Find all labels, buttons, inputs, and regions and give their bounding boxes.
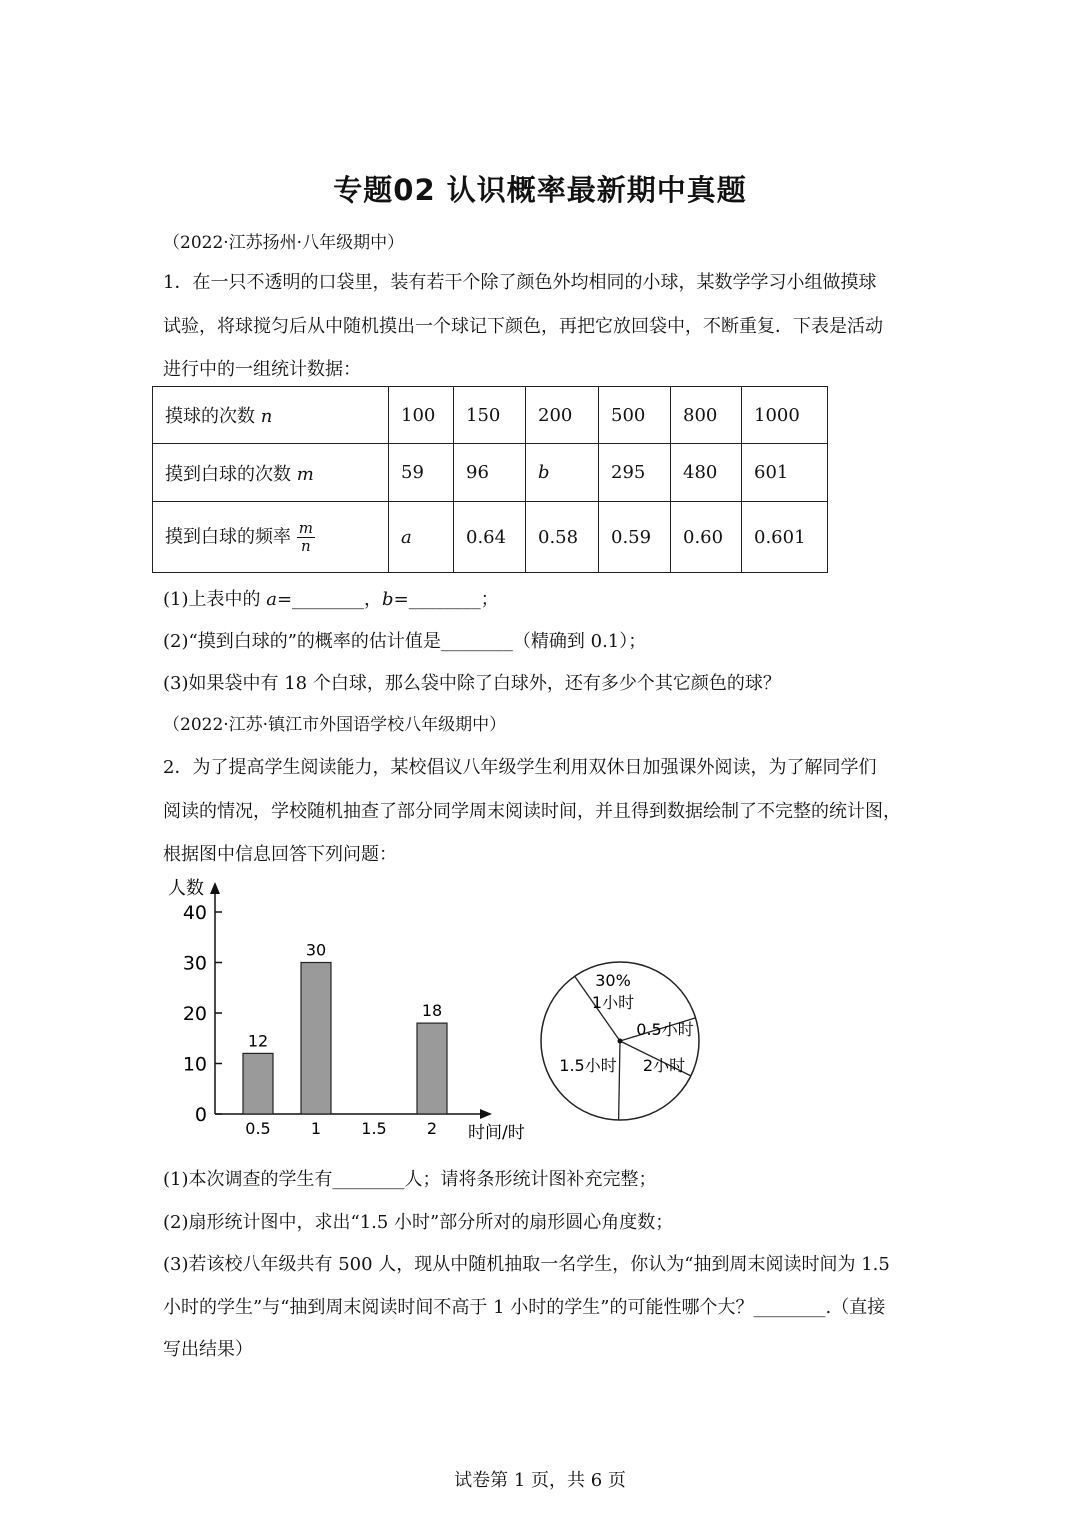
table-cell: 0.64 [454, 502, 526, 573]
y-axis-label: 人数 [168, 878, 204, 899]
q2-sub3-line: 小时的学生”与“抽到周末阅读时间不高于 1 小时的学生”的可能性哪个大？________.（直接 [163, 1297, 886, 1318]
table-cell: 480 [671, 444, 742, 502]
table-cell: 1000 [742, 387, 828, 444]
table-cell: 0.59 [599, 502, 671, 573]
table-cell: 100 [389, 387, 454, 444]
q1-sub3: (3)如果袋中有 18 个白球，那么袋中除了白球外，还有多少个其它颜色的球？ [163, 673, 781, 694]
bar-value-label: 30 [305, 940, 327, 960]
table-cell: 0.60 [671, 502, 742, 573]
y-axis-arrow [210, 882, 220, 894]
bar [417, 1023, 447, 1114]
row-header: 摸球的次数 n [153, 387, 389, 444]
slice-label: 1.5小时 [559, 1056, 617, 1075]
table-row [153, 444, 828, 502]
x-axis-arrow [480, 1109, 492, 1119]
fraction: $\frac{m}{n}$ [298, 518, 313, 555]
y-tick-label: 40 [182, 902, 207, 924]
slice-percent-label: 30% [595, 971, 631, 990]
q2-sub2: (2)扇形统计图中，求出“1.5 小时”部分所对的扇形圆心角度数； [163, 1212, 674, 1233]
pie-chart [530, 952, 710, 1132]
y-tick-label: 30 [182, 952, 207, 975]
table-cell: 96 [454, 444, 526, 502]
y-tick-label: 0 [194, 1104, 207, 1126]
table-cell: b [526, 444, 599, 502]
x-axis-label: 时间/时 [468, 1123, 525, 1140]
slice-label: 1小时 [591, 993, 635, 1012]
q2-sub1: (1)本次调查的学生有________人；请将条形统计图补充完整； [163, 1169, 657, 1190]
table-cell: 500 [599, 387, 671, 444]
table-cell: 200 [526, 387, 599, 444]
table-cell: 800 [671, 387, 742, 444]
bar-value-label: 12 [247, 1031, 269, 1051]
table-cell: 0.58 [526, 502, 599, 573]
page-title: 专题02 认识概率最新期中真题 [333, 173, 747, 207]
q2-sub3-line: 写出结果） [163, 1339, 253, 1360]
table-cell: 0.601 [742, 502, 828, 573]
q1-sub1: (1)上表中的 a=________，b=________； [163, 589, 499, 610]
q1-stem-line: 1．在一只不透明的口袋里，装有若干个除了颜色外均相同的小球，某数学学习小组做摸球 [163, 272, 877, 293]
q2-stem-line: 阅读的情况，学校随机抽查了部分同学周末阅读时间，并且得到数据绘制了不完整的统计图， [163, 801, 901, 822]
table-cell: 150 [454, 387, 526, 444]
table-cell: a [389, 502, 454, 573]
q2-sub3-line: (3)若该校八年级共有 500 人，现从中随机抽取一名学生，你认为“抽到周末阅读时间为 1.5 [163, 1254, 890, 1275]
q1-stem-line: 进行中的一组统计数据： [163, 359, 361, 380]
q2-source: （2022·江苏·镇江市外国语学校八年级期中） [163, 715, 507, 735]
table-cell: 601 [742, 444, 828, 502]
bar [243, 1053, 273, 1114]
x-tick-label: 2 [426, 1119, 438, 1138]
bar-chart [150, 870, 550, 1140]
slice-label: 2小时 [642, 1056, 686, 1075]
q2-stem-line: 根据图中信息回答下列问题： [163, 844, 397, 865]
table-row [153, 502, 828, 573]
x-tick-label: 1 [310, 1119, 322, 1138]
q1-sub2: (2)“摸到白球的”的概率的估计值是________（精确到 0.1）； [163, 631, 647, 652]
x-tick-label: 1.5 [361, 1119, 387, 1138]
x-tick-label: 0.5 [245, 1119, 271, 1138]
y-tick-label: 20 [182, 1003, 207, 1025]
slice-label: 0.5小时 [636, 1020, 694, 1039]
table-cell: 59 [389, 444, 454, 502]
table-cell: 295 [599, 444, 671, 502]
data-table [152, 386, 828, 573]
pie-center [618, 1039, 623, 1044]
row-header: 摸到白球的频率 $\frac{m}{n}$ [153, 502, 389, 573]
table-row [153, 387, 828, 444]
page-footer: 试卷第 1 页，共 6 页 [454, 1470, 626, 1491]
q1-source: （2022·江苏扬州·八年级期中） [163, 233, 405, 253]
bar-value-label: 18 [421, 1001, 443, 1021]
bar [301, 963, 331, 1115]
row-header: 摸到白球的次数 m [153, 444, 389, 502]
q1-stem-line: 试验，将球搅匀后从中随机摸出一个球记下颜色，再把它放回袋中，不断重复．下表是活动 [163, 316, 883, 337]
y-tick-label: 10 [182, 1053, 207, 1076]
q2-stem-line: 2．为了提高学生阅读能力，某校倡议八年级学生利用双休日加强课外阅读，为了解同学们 [163, 757, 877, 778]
